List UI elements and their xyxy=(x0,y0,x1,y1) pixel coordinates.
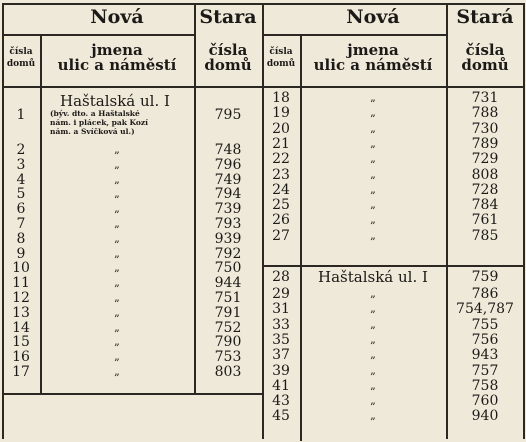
left-street-name: „ xyxy=(114,291,120,304)
right-house-number-new: 22 xyxy=(272,151,290,168)
left-house-number-old: 944 xyxy=(214,275,242,292)
left-street-name: „ xyxy=(114,157,120,171)
right-house-number-new: 24 xyxy=(272,181,290,198)
right-row xyxy=(0,270,526,284)
right-house-number-old: 729 xyxy=(471,151,499,168)
right-house-number-old: 786 xyxy=(471,286,499,302)
left-house-number-new: 1 xyxy=(16,107,26,123)
right-row xyxy=(0,331,526,351)
right-house-number-old: 940 xyxy=(471,408,499,425)
left-note-line-1: (býv. dto. a Haštalské xyxy=(50,109,140,118)
left-first-street: Haštalská ul. I xyxy=(60,92,170,110)
left-house-number-new: 2 xyxy=(16,142,26,158)
left-house-number-new: 10 xyxy=(12,260,30,277)
rule-header-bottom-left xyxy=(2,86,262,88)
right-row xyxy=(0,137,526,151)
right-house-number-old: 788 xyxy=(471,105,499,122)
header-left-old-2: domů xyxy=(204,56,252,74)
header-right-old: Stará xyxy=(456,6,514,28)
right-street-name: „ xyxy=(370,136,376,150)
right-street-name: „ xyxy=(370,198,376,212)
right-house-number-new: 28 xyxy=(272,269,290,285)
right-house-number-old: 728 xyxy=(471,181,499,198)
left-house-number-new: 5 xyxy=(16,186,26,203)
header-left-jmena-1: jmena xyxy=(91,41,143,59)
left-street-name: „ xyxy=(114,172,120,186)
right-house-number-old: 789 xyxy=(471,135,499,152)
left-street-name: „ xyxy=(114,261,120,275)
right-house-number-new: 19 xyxy=(272,105,290,122)
right-row xyxy=(0,213,526,227)
rule-top xyxy=(2,3,524,5)
right-row xyxy=(0,364,526,378)
left-house-number-old: 791 xyxy=(214,304,242,321)
right-house-number-new: 27 xyxy=(272,227,290,244)
right-house-number-old: 731 xyxy=(471,90,499,106)
rule-header-mid-left xyxy=(2,34,195,36)
left-house-number-old: 739 xyxy=(214,201,242,218)
right-house-number-new: 43 xyxy=(272,393,290,410)
right-street-name: „ xyxy=(370,167,376,181)
left-house-number-new: 8 xyxy=(16,230,26,247)
right-row xyxy=(0,302,526,316)
left-house-number-old: 750 xyxy=(214,260,242,277)
right-house-number-old: 784 xyxy=(471,197,499,214)
right-street-name: „ xyxy=(370,348,376,362)
header-left-cislo-2: domů xyxy=(6,59,36,69)
left-house-number-old: 796 xyxy=(214,156,242,173)
left-street-name: „ xyxy=(114,305,120,319)
left-street-name: „ xyxy=(114,365,120,378)
right-house-number-old: 756 xyxy=(471,331,499,348)
right-house-number-old: 755 xyxy=(471,316,499,333)
right-street-name: „ xyxy=(370,106,376,120)
right-house-number-new: 37 xyxy=(272,347,290,364)
left-house-number-new: 14 xyxy=(12,319,30,336)
left-house-number-old: 793 xyxy=(214,216,242,232)
left-street-name: „ xyxy=(114,231,120,245)
left-house-number-new: 3 xyxy=(16,156,26,173)
header-left-old: Stara xyxy=(199,6,257,28)
right-house-number-new: 31 xyxy=(272,301,290,318)
right-row xyxy=(0,347,526,366)
header-left-jmena-2: ulic a náměstí xyxy=(57,56,177,74)
left-house-number-old: 792 xyxy=(214,245,242,262)
header-right-new: Nová xyxy=(346,6,400,28)
left-house-number-new: 15 xyxy=(12,334,30,351)
right-house-number-old: 808 xyxy=(471,166,499,183)
right-street-name: „ xyxy=(370,182,376,196)
right-row xyxy=(0,122,526,136)
header-left-old-1: čísla xyxy=(208,41,248,59)
right-street-name: „ xyxy=(370,213,376,227)
right-street-name: „ xyxy=(370,363,376,377)
header-right-jmena-2: ulic a náměstí xyxy=(313,56,433,74)
right-row xyxy=(0,394,526,408)
header-right-old-1: čísla xyxy=(465,41,505,59)
left-house-number-new: 17 xyxy=(12,364,30,380)
right-house-number-new: 18 xyxy=(272,90,290,106)
right-house-number-new: 26 xyxy=(272,212,290,229)
right-house-number-old: 757 xyxy=(471,362,499,379)
right-street-name: „ xyxy=(370,121,376,135)
left-house-number-old: 803 xyxy=(214,364,242,380)
right-house-number-new: 20 xyxy=(272,120,290,137)
header-right-cislo-2: domů xyxy=(266,59,296,69)
left-house-number-old: 795 xyxy=(214,107,242,123)
right-house-number-old: 761 xyxy=(471,212,499,229)
right-street-name: „ xyxy=(370,332,376,346)
header-left-new: Nová xyxy=(90,6,144,28)
left-house-number-old: 751 xyxy=(214,290,242,306)
left-note-line-3: nám. a Svíčková ul.) xyxy=(50,127,135,136)
right-house-number-old: 943 xyxy=(471,347,499,364)
rule-header-bottom-right xyxy=(262,86,524,88)
right-house-number-old: 730 xyxy=(471,120,499,137)
right-row xyxy=(0,379,526,393)
left-house-number-old: 939 xyxy=(214,230,242,247)
left-street-name: „ xyxy=(114,187,120,201)
right-row xyxy=(0,409,526,423)
left-house-number-old: 794 xyxy=(214,186,242,203)
right-house-number-old: 760 xyxy=(471,393,499,410)
right-row xyxy=(0,91,526,105)
right-house-number-old: 758 xyxy=(471,377,499,394)
left-house-number-new: 7 xyxy=(16,216,26,232)
right-street-name: Haštalská ul. I xyxy=(318,268,428,286)
left-house-number-new: 16 xyxy=(12,349,30,366)
left-house-number-new: 13 xyxy=(12,304,30,321)
right-house-number-new: 35 xyxy=(272,331,290,348)
right-house-number-new: 41 xyxy=(272,377,290,394)
left-note-line-2: nám. i plácek, pak Kozí xyxy=(50,118,149,127)
right-street-name: „ xyxy=(370,228,376,242)
rule-header-mid-right xyxy=(262,34,446,36)
left-house-number-old: 753 xyxy=(214,349,242,366)
header-left-cislo-1: čísla xyxy=(9,47,33,57)
left-house-number-old: 748 xyxy=(214,142,242,158)
left-house-number-old: 752 xyxy=(214,319,242,336)
right-row xyxy=(0,168,526,182)
header-right-old-2: domů xyxy=(461,56,509,74)
left-street-name: „ xyxy=(114,143,120,156)
left-street-name: „ xyxy=(114,202,120,216)
right-street-name: „ xyxy=(370,302,376,316)
left-street-name: „ xyxy=(114,217,120,230)
right-row xyxy=(0,183,526,197)
right-house-number-new: 21 xyxy=(272,135,290,152)
left-house-number-old: 790 xyxy=(214,334,242,351)
right-street-name: „ xyxy=(370,287,376,300)
right-house-number-old: 754,787 xyxy=(456,301,514,318)
right-street-name: „ xyxy=(370,152,376,166)
left-street-name: „ xyxy=(114,246,120,260)
left-house-number-new: 6 xyxy=(16,201,26,218)
left-street-name: „ xyxy=(114,335,120,349)
right-street-name: „ xyxy=(370,409,376,423)
left-street-name: „ xyxy=(114,350,120,364)
right-street-name: „ xyxy=(370,378,376,392)
left-street-name: „ xyxy=(114,276,120,290)
right-row xyxy=(0,287,526,301)
right-house-number-new: 25 xyxy=(272,197,290,214)
left-house-number-new: 11 xyxy=(12,275,30,292)
right-row xyxy=(0,152,526,166)
header-right-jmena-1: jmena xyxy=(347,41,399,59)
header-right-cislo-1: čísla xyxy=(269,47,293,57)
left-street-name: „ xyxy=(114,320,120,334)
right-house-number-old: 785 xyxy=(471,227,499,244)
right-house-number-new: 45 xyxy=(272,408,290,425)
right-row xyxy=(0,198,526,212)
right-house-number-new: 29 xyxy=(272,286,290,302)
right-house-number-old: 759 xyxy=(471,269,499,285)
right-street-name: „ xyxy=(370,91,376,104)
right-row xyxy=(0,229,526,243)
right-house-number-new: 39 xyxy=(272,362,290,379)
right-street-name: „ xyxy=(370,317,376,331)
left-house-number-old: 749 xyxy=(214,171,242,188)
right-house-number-new: 33 xyxy=(272,316,290,333)
left-house-number-new: 9 xyxy=(16,245,26,262)
right-street-name: „ xyxy=(370,394,376,408)
left-house-number-new: 4 xyxy=(16,171,26,188)
right-row xyxy=(0,318,526,332)
left-row xyxy=(0,247,526,261)
left-house-number-new: 12 xyxy=(12,290,30,306)
right-house-number-new: 23 xyxy=(272,166,290,183)
